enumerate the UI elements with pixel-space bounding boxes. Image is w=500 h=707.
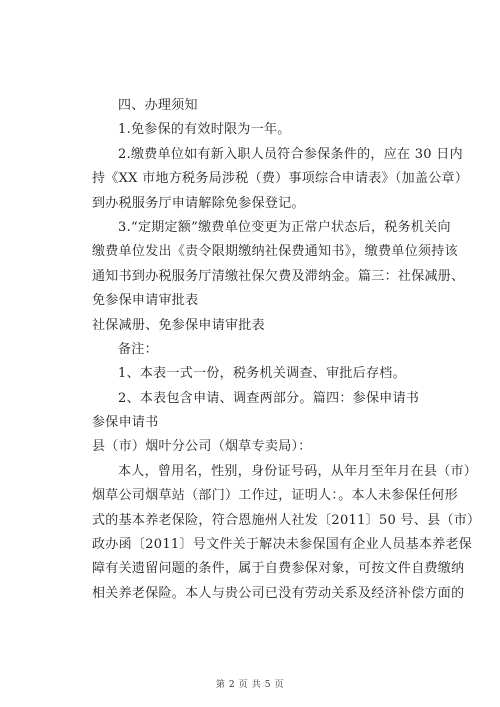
paragraph-line: 3.“定期定额”缴费单位变更为正常户状态后，税务机关向 bbox=[118, 219, 451, 235]
remark-item: 1、本表一式一份，税务机关调查、审批后存档。 bbox=[118, 366, 406, 382]
remark-item: 2、本表包含申请、调查两部分。篇四：参保申请书 bbox=[118, 390, 420, 406]
paragraph-line: 1.免参保的有效时限为一年。 bbox=[118, 122, 291, 138]
paragraph-line: 本人，曾用名，性别，身份证号码，从年月至年月在县（市） bbox=[118, 463, 478, 479]
form-title: 社保减册、免参保申请审批表 bbox=[92, 317, 265, 333]
letter-title: 参保申请书 bbox=[92, 415, 159, 431]
paragraph-line: 免参保申请审批表 bbox=[92, 293, 199, 309]
paragraph-line: 2.缴费单位如有新入职人员符合参保条件的，应在 30 日内 bbox=[118, 146, 463, 162]
letter-salutation: 县（市）烟叶分公司（烟草专卖局）： bbox=[92, 439, 312, 455]
paragraph-line: 政办函〔2011〕号文件关于解决未参保国有企业人员基本养老保 bbox=[92, 537, 473, 553]
paragraph-line: 到办税服务厅申请解除免参保登记。 bbox=[92, 195, 305, 211]
paragraph-line: 通知书到办税服务厅清缴社保欠费及滞纳金。篇三：社保减册、 bbox=[92, 268, 465, 284]
paragraph-line: 持《XX 市地方税务局涉税（费）事项综合申请表》（加盖公章） bbox=[92, 171, 469, 187]
paragraph-line: 烟草公司烟草站（部门）工作过，证明人：。本人未参保任何形 bbox=[92, 488, 458, 504]
paragraph-line: 相关养老保险。本人与贵公司已没有劳动关系及经济补偿方面的 bbox=[92, 585, 465, 601]
page-number-footer: 第 2 页 共 5 页 bbox=[215, 680, 285, 690]
paragraph-line: 式的基本养老保险，符合恩施州人社发〔2011〕50 号、县（市） bbox=[92, 512, 481, 528]
remarks-heading: 备注： bbox=[118, 341, 158, 357]
paragraph-line: 障有关遗留问题的条件，属于自费参保对象，可按文件自费缴纳 bbox=[92, 561, 465, 577]
paragraph-line: 缴费单位发出《责令限期缴纳社保费通知书》，缴费单位须持该 bbox=[92, 244, 458, 260]
section-heading: 四、办理须知 bbox=[118, 98, 198, 113]
document-body bbox=[92, 94, 481, 606]
